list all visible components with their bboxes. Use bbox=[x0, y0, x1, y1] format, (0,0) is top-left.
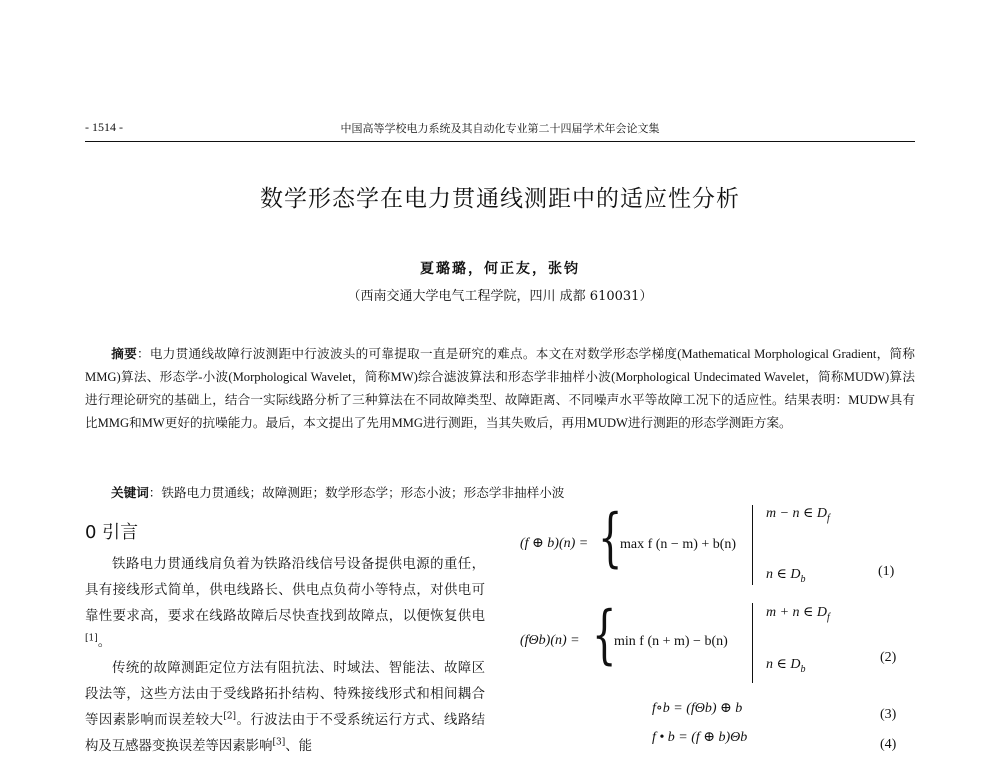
abstract-label: 摘要 bbox=[111, 346, 137, 361]
citation: [2] bbox=[223, 711, 237, 722]
running-header bbox=[85, 120, 915, 142]
paper-title: 数学形态学在电力贯通线测距中的适应性分析 bbox=[260, 186, 740, 212]
condition-bar bbox=[752, 603, 753, 683]
equation-number: (2) bbox=[880, 650, 897, 665]
page-number: - 1514 - bbox=[85, 120, 123, 134]
body-text bbox=[85, 552, 485, 760]
equation-number: (1) bbox=[878, 564, 895, 579]
abstract bbox=[85, 342, 915, 435]
keywords bbox=[85, 482, 915, 501]
running-head: 中国高等学校电力系统及其自动化专业第二十四届学术年会论文集 bbox=[340, 122, 660, 135]
citation: [3] bbox=[272, 737, 286, 748]
equation-number: (4) bbox=[880, 737, 897, 752]
left-brace: { bbox=[598, 501, 623, 575]
section-heading: 0 引言 bbox=[85, 522, 139, 543]
citation: [1] bbox=[85, 633, 98, 644]
paragraph: 传统的故障测距定位方法有阻抗法、时域法、智能法、故障区段法等，这些方法由于受线路拓扑结构、特殊接线形式和相间耦合等因素影响而误差较大[2]。行波法由于不受系统运行方式、线路结构及互感器变换误差等因素影响[3]、能 bbox=[85, 661, 486, 754]
keywords-text: ：铁路电力贯通线；故障测距；数学形态学；形态小波；形态学非抽样小波 bbox=[148, 485, 565, 500]
paragraph: 铁路电力贯通线肩负着为铁路沿线信号设备提供电源的重任，具有接线形式简单，供电线路长、供电点负荷小等特点，对供电可靠性要求高，要求在线路故障后尽快查找到故障点，以便恢复供电[1]。 bbox=[85, 557, 485, 650]
affiliation: （西南交通大学电气工程学院，四川 成都 610031） bbox=[347, 289, 653, 304]
abstract-text: ：电力贯通线故障行波测距中行波波头的可靠提取一直是研究的难点。本文在对数学形态学梯度(Mathematical Morphological Gradient，简称MMG)算法、形态学-小波(Morphological Wavelet，简称MW)综合滤波算法和形态学非抽样小波(Morphological Undecimated Wavelet，简称MUDW)算法进行理论研究的基础上，结合一实际线路分析了三种算法在不同故障类型、故障距离、不同噪声水平等故障工况下的适应性。结果表明：MUDW具有比MMG和MW更好的抗噪能力。最后，本文提出了先用MMG进行测距，当其失败后，再用MUDW进行测距的形态学测距方案。 bbox=[85, 347, 915, 430]
left-brace: { bbox=[592, 598, 617, 672]
condition-bar bbox=[752, 505, 753, 585]
equation-number: (3) bbox=[880, 707, 897, 722]
authors: 夏璐璐，何正友，张钧 bbox=[420, 261, 580, 277]
keywords-label: 关键词 bbox=[111, 485, 149, 500]
